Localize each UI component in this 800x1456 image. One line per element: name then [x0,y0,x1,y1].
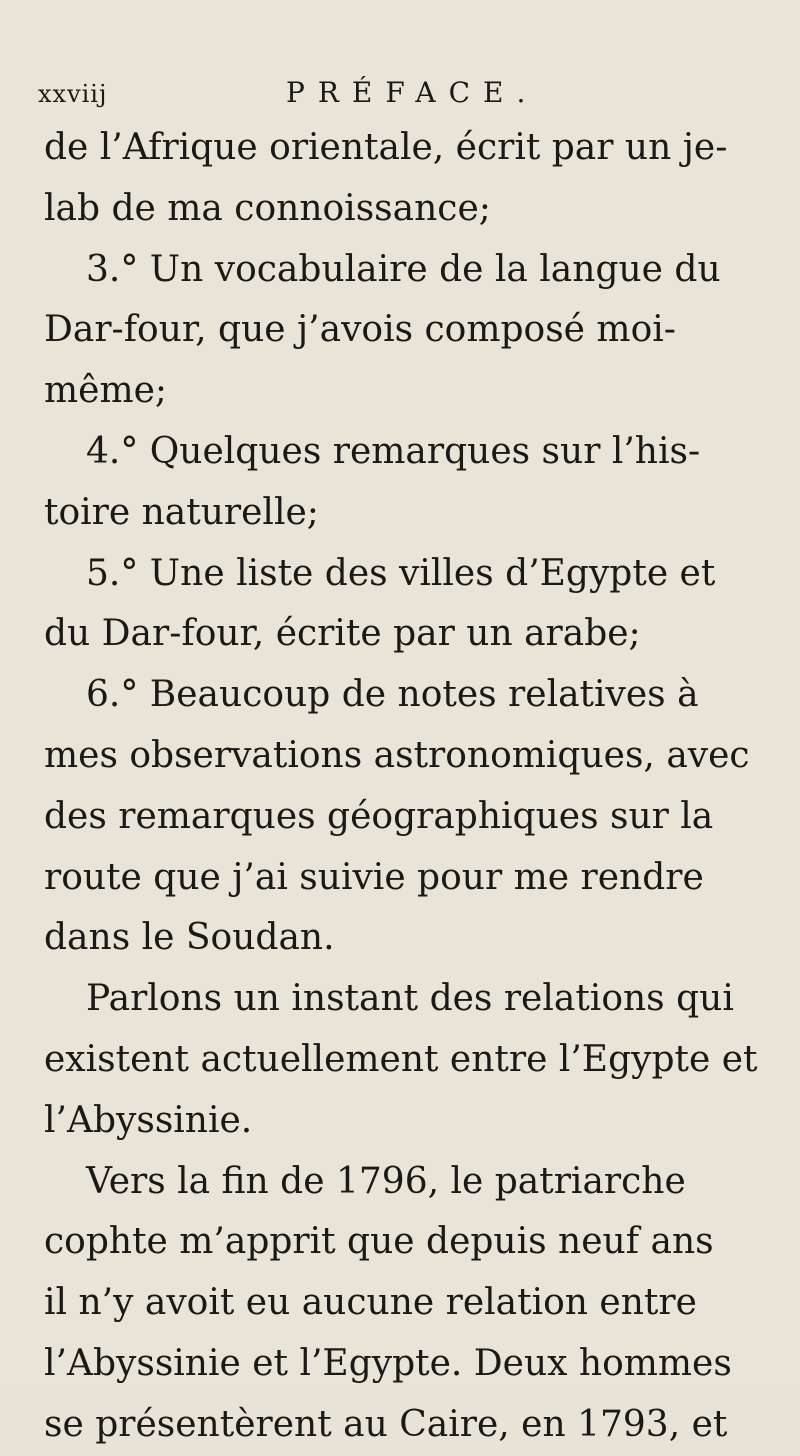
page-header [38,76,778,116]
text-line: Parlons un instant des relations qui [86,978,734,1020]
running-head: PRÉFACE. [286,76,539,109]
body-text [44,118,764,1456]
page-number: xxviij [38,80,108,108]
text-line: toire naturelle; [44,491,319,533]
text-line: du Dar-four, écrite par un arabe; [44,613,641,655]
text-line: de l’Afrique orientale, écrit par un je- [44,127,728,168]
text-line: il n’y avoit eu aucune relation entre [44,1282,697,1324]
text-line: route que j’ai suivie pour me rendre [44,856,704,898]
text-line: des remarques géographiques sur la [44,795,714,837]
text-line: existent actuellement entre l’Egypte et [44,1038,758,1080]
text-line: 4.° Quelques remarques sur l’his- [86,430,701,472]
text-line: dans le Soudan. [44,917,335,959]
text-line: l’Abyssinie. [44,1099,253,1141]
text-line: Dar-four, que j’avois composé moi- [44,309,676,351]
text-line: Vers la fin de 1796, le patriarche [86,1160,686,1202]
text-line: 6.° Beaucoup de notes relatives à [86,674,699,716]
text-line: 3.° Un vocabulaire de la langue du [86,248,721,290]
text-line: lab de ma connoissance; [44,187,491,229]
text-line: cophte m’apprit que depuis neuf ans [44,1221,714,1263]
text-line: se présentèrent au Caire, en 1793, et [44,1403,728,1445]
text-line: 5.° Une liste des villes d’Egypte et [86,552,716,594]
text-line: l’Abyssinie et l’Egypte. Deux hommes [44,1342,732,1384]
text-line: mes observations astronomiques, avec [44,734,750,776]
text-line: même; [44,370,168,412]
